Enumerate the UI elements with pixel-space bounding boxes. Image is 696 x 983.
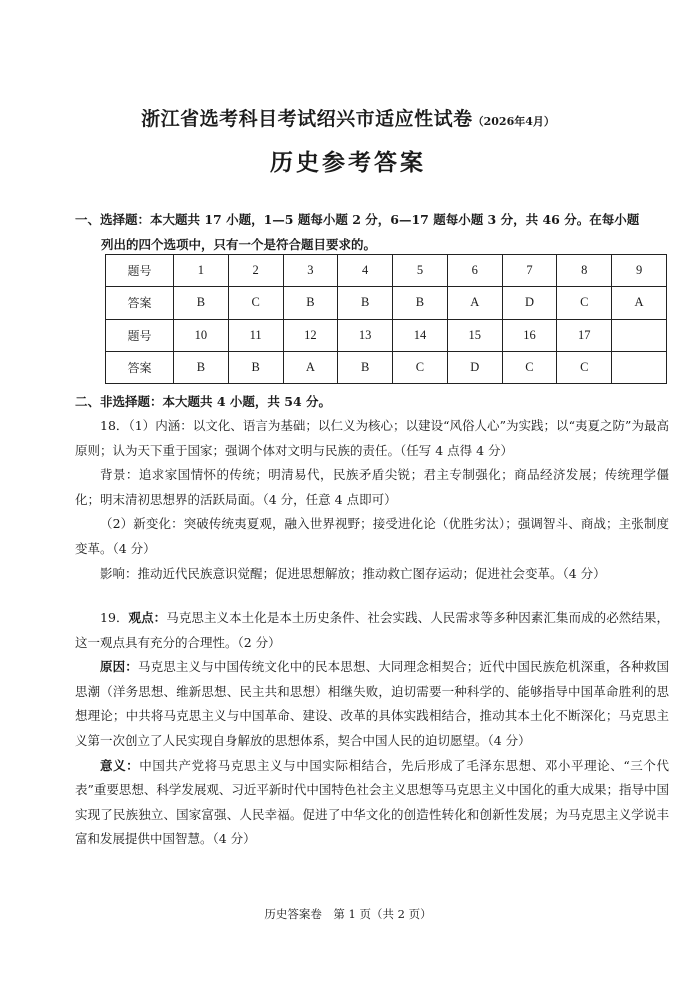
question-number-cell: 1 bbox=[174, 255, 229, 287]
answer-cell: B bbox=[283, 287, 338, 319]
answer-cell bbox=[612, 351, 667, 383]
question-number-cell: 7 bbox=[502, 255, 557, 287]
answer-cell: B bbox=[174, 287, 229, 319]
answer-cell: A bbox=[447, 287, 502, 319]
answer-cell: D bbox=[502, 287, 557, 319]
table-header-cell: 题号 bbox=[106, 319, 174, 351]
question-number-cell: 16 bbox=[502, 319, 557, 351]
q19-reason-text: 马克思主义与中国传统文化中的民本思想、大同理念相契合；近代中国民族危机深重，各种救国思潮（洋务思想、维新思想、民主共和思想）相继失败，迫切需要一种科学的、能够指导中国革命胜利的思想理论；中共将马克思主义与中国革命、建设、改革的具体实践相结合，推动其本土化不断深化；马克思主义第一次创立了人民实现自身解放的思想体系，契合中国人民的迫切愿望。（4 分） bbox=[75, 659, 669, 748]
answer-cell: C bbox=[557, 287, 612, 319]
question-number-cell: 11 bbox=[228, 319, 283, 351]
q18-part2-changes: （2）新变化：突破传统夷夏观，融入世界视野；接受进化论（优胜劣汰）；强调智斗、商战；主张制度变革。（4 分） bbox=[75, 516, 669, 556]
q19-meaning-label: 意义： bbox=[100, 757, 140, 773]
q18-part1-content: 18．（1）内涵：以文化、语言为基础；以仁义为核心；以建设“风俗人心”为实践；以“夷夏之防”为最高原则；认为天下重于国家；强调个体对文明与民族的责任。（任写 4 点得 4 分） bbox=[75, 418, 669, 458]
answer-cell: A bbox=[283, 351, 338, 383]
q19-reason-label: 原因： bbox=[100, 659, 138, 675]
question-number-cell: 10 bbox=[174, 319, 229, 351]
section1-heading bbox=[75, 207, 675, 257]
question-number-cell: 6 bbox=[447, 255, 502, 287]
table-row bbox=[106, 351, 667, 383]
section1-heading-line1: 一、选择题：本大题共 17 小题，1—5 题每小题 2 分，6—17 题每小题 3 分，共 46 分。在每小题 bbox=[75, 212, 640, 227]
table-header-cell: 题号 bbox=[106, 255, 174, 287]
answer-table bbox=[105, 254, 667, 384]
question-number-cell: 9 bbox=[612, 255, 667, 287]
answer-cell: C bbox=[228, 287, 283, 319]
answer-cell: C bbox=[393, 351, 448, 383]
q19-number: 19． bbox=[100, 610, 129, 625]
table-row bbox=[106, 287, 667, 319]
title-text: 浙江省选考科目考试绍兴市适应性试卷 bbox=[141, 108, 473, 130]
answer-cell: B bbox=[393, 287, 448, 319]
q19-meaning bbox=[75, 754, 669, 852]
question-number-cell: 5 bbox=[393, 255, 448, 287]
answer-cell: D bbox=[447, 351, 502, 383]
question-number-cell: 8 bbox=[557, 255, 612, 287]
answer-cell: B bbox=[174, 351, 229, 383]
q19-viewpoint bbox=[75, 606, 669, 655]
question-number-cell: 4 bbox=[338, 255, 393, 287]
table-header-cell: 答案 bbox=[106, 287, 174, 319]
title-date: （2026年4月） bbox=[472, 115, 555, 128]
question-number-cell: 13 bbox=[338, 319, 393, 351]
q18-part2-impact: 影响：推动近代民族意识觉醒；促进思想解放；推动救亡图存运动；促进社会变革。（4 分） bbox=[100, 565, 606, 581]
answer-cell: A bbox=[612, 287, 667, 319]
question-number-cell: 17 bbox=[557, 319, 612, 351]
page-footer: 历史答案卷 第 1 页（共 2 页） bbox=[264, 907, 432, 921]
question-number-cell: 3 bbox=[283, 255, 338, 287]
answer-cell: B bbox=[338, 351, 393, 383]
question-number-cell: 12 bbox=[283, 319, 338, 351]
q19-reason bbox=[75, 655, 669, 753]
document-subtitle: 历史参考答案 bbox=[270, 149, 426, 176]
question-19-answer bbox=[75, 606, 669, 852]
answer-cell: C bbox=[557, 351, 612, 383]
question-number-cell: 15 bbox=[447, 319, 502, 351]
question-18-answer bbox=[75, 414, 669, 586]
question-number-cell: 14 bbox=[393, 319, 448, 351]
question-number-cell: 2 bbox=[228, 255, 283, 287]
table-row bbox=[106, 319, 667, 351]
table-header-cell: 答案 bbox=[106, 351, 174, 383]
answer-cell: C bbox=[502, 351, 557, 383]
document-title bbox=[0, 104, 696, 131]
answer-cell: B bbox=[338, 287, 393, 319]
q19-viewpoint-text: 马克思主义本土化是本土历史条件、社会实践、人民需求等多种因素汇集而成的必然结果，这一观点具有充分的合理性。（2 分） bbox=[75, 610, 669, 650]
table-row bbox=[106, 255, 667, 287]
question-number-cell bbox=[612, 319, 667, 351]
q19-meaning-text: 中国共产党将马克思主义与中国实际相结合，先后形成了毛泽东思想、邓小平理论、“三个代表”重要思想、科学发展观、习近平新时代中国特色社会主义思想等马克思主义中国化的重大成果；指导中国实现了民族独立、国家富强、人民幸福。促进了中华文化的创造性转化和创新性发展；为马克思主义学说丰富和发展提供中国智慧。（4 分） bbox=[75, 757, 669, 847]
q19-viewpoint-label: 观点： bbox=[128, 610, 167, 625]
section1-heading-line2: 列出的四个选项中，只有一个是符合题目要求的。 bbox=[101, 237, 377, 252]
answer-cell: B bbox=[228, 351, 283, 383]
section2-heading: 二、非选择题：本大题共 4 小题，共 54 分。 bbox=[75, 394, 332, 409]
q18-part1-background: 背景：追求家国情怀的传统；明清易代，民族矛盾尖锐；君主专制强化；商品经济发展；传统理学僵化；明末清初思想界的活跃局面。（4 分，任意 4 点即可） bbox=[75, 467, 669, 507]
